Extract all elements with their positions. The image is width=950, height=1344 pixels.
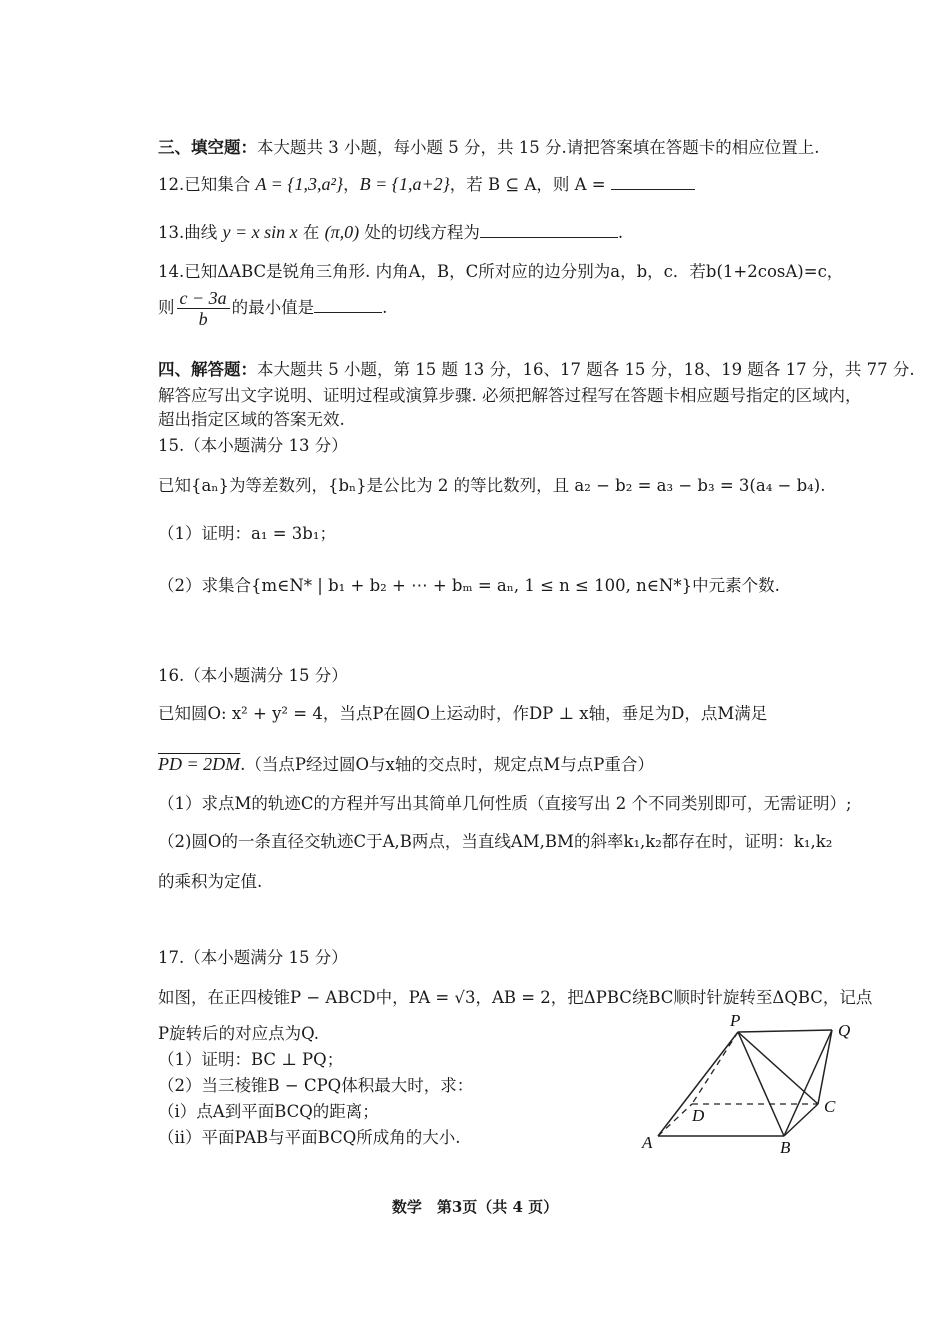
question-14-line2 [158, 288, 898, 329]
q13-pre: 13.曲线 [158, 223, 223, 242]
q16-part1: （1）求点M的轨迹C的方程并写出其简单几何性质（直接写出 2 个不同类别即可，无需证明）; [158, 794, 852, 813]
q13-end: . [617, 223, 624, 242]
q12-pre: 12.已知集合 [158, 175, 256, 194]
section4-line3: 超出指定区域的答案无效. [158, 410, 345, 429]
q17-stem1: 如图，在正四棱锥P − ABCD中，PA = √3，AB = 2，把ΔPBC绕BC顺时针旋转至ΔQBC，记点 [158, 988, 873, 1007]
edge-QB [784, 1030, 832, 1136]
q15-part1: （1）证明：a₁ = 3b₁； [158, 524, 336, 543]
q13-mid: 在 [297, 223, 325, 242]
section4-header [158, 358, 915, 382]
label-D: D [692, 1106, 705, 1125]
q12-condition: ，若 B ⊆ A，则 A = [449, 175, 611, 194]
q15-title: 15.（本小题满分 13 分） [158, 436, 348, 455]
q16-stem2-text: .（当点P经过圆O与x轴的交点时，规定点M与点P重合） [240, 755, 654, 774]
edge-QC [818, 1030, 832, 1104]
q17-stem2: P旋转后的对应点为Q. [158, 1024, 320, 1043]
section3-header [158, 136, 898, 160]
q12-set-a: A = {1,3,a²} [255, 174, 344, 194]
q12-answer-blank [611, 173, 695, 190]
q13-curve: y = x sin x [222, 222, 298, 242]
q12-set-b: B = {1,a+2} [359, 174, 450, 194]
q13-post: 处的切线方程为 [359, 223, 480, 242]
q15-stem: 已知{aₙ}为等差数列，{bₙ}是公比为 2 的等比数列，且 a₂ − b₂ = a₃ − b₃ = 3(a₄ − b₄). [158, 476, 826, 495]
q14-answer-blank [314, 296, 382, 313]
label-P: P [730, 1011, 741, 1030]
q15-part2: （2）求集合{m∈N* | b₁ + b₂ + ⋯ + bₘ = aₙ, 1 ≤ n ≤ 100, n∈N*}中元素个数. [158, 576, 780, 595]
question-13 [158, 220, 898, 245]
q17-part2: （2）当三棱锥B − CPQ体积最大时，求： [158, 1076, 474, 1095]
page-footer: 数学 第3页（共 4 页） [391, 1198, 559, 1216]
q16-title: 16.（本小题满分 15 分） [158, 666, 348, 685]
q17-part2-i: （i）点A到平面BCQ的距离； [158, 1102, 379, 1121]
label-Q: Q [838, 1021, 851, 1040]
q12-sep: ， [343, 175, 360, 194]
q17-part1: （1）证明：BC ⊥ PQ； [158, 1050, 344, 1069]
question-12 [158, 172, 898, 197]
section4-line2: 解答应写出文字说明、证明过程或演算步骤. 必须把解答过程写在答题卡相应题号指定的区域内， [158, 386, 862, 405]
q16-stem2 [158, 752, 898, 777]
edge-PC [738, 1032, 818, 1104]
q14-fraction-numerator: c − 3a [177, 288, 230, 309]
edge-PQ [738, 1030, 832, 1032]
section4-heading: 四、解答题： [158, 360, 257, 379]
edge-PB [738, 1032, 784, 1136]
q17-part2-ii: （ii）平面PAB与平面BCQ所成角的大小. [158, 1128, 461, 1147]
q16-part2: （2)圆O的一条直径交轨迹C于A,B两点，当直线AM,BM的斜率k₁,k₂都存在时，证明：k₁,k₂ [158, 832, 833, 851]
edge-AD-hidden [658, 1104, 692, 1136]
section3-heading: 三、填空题： [158, 138, 257, 157]
q14-fraction [177, 288, 230, 329]
q16-stem1: 已知圆O: x² + y² = 4，当点P在圆O上运动时，作DP ⊥ x轴，垂足为D，点M满足 [158, 704, 768, 723]
q16-part2-cont: 的乘积为定值. [158, 872, 263, 891]
section4-line1: 本大题共 5 小题，第 15 题 13 分，16、17 题各 15 分，18、19 题各 17 分，共 77 分. [257, 360, 915, 379]
q14-post: 的最小值是 [231, 298, 315, 317]
q13-answer-blank [480, 221, 618, 238]
q16-vector-equation: PD = 2DM [158, 754, 241, 774]
section3-desc: 本大题共 3 小题，每小题 5 分，共 15 分.请把答案填在答题卡的相应位置上. [257, 138, 820, 157]
q17-title: 17.（本小题满分 15 分） [158, 948, 348, 967]
q14-fraction-denominator: b [198, 309, 208, 329]
q13-point: (π,0) [324, 222, 360, 242]
q14-pre: 则 [158, 298, 175, 317]
pyramid-figure [636, 1008, 866, 1158]
label-C: C [824, 1097, 836, 1116]
question-14-line1: 14.已知ΔABC是锐角三角形. 内角A，B，C所对应的边分别为a，b，c．若b(1+2cosA)=c， [158, 262, 844, 281]
edge-PD-hidden [692, 1032, 738, 1104]
label-B: B [780, 1138, 791, 1157]
q14-end: . [382, 298, 388, 317]
edge-BC [784, 1104, 818, 1136]
label-A: A [642, 1133, 653, 1152]
